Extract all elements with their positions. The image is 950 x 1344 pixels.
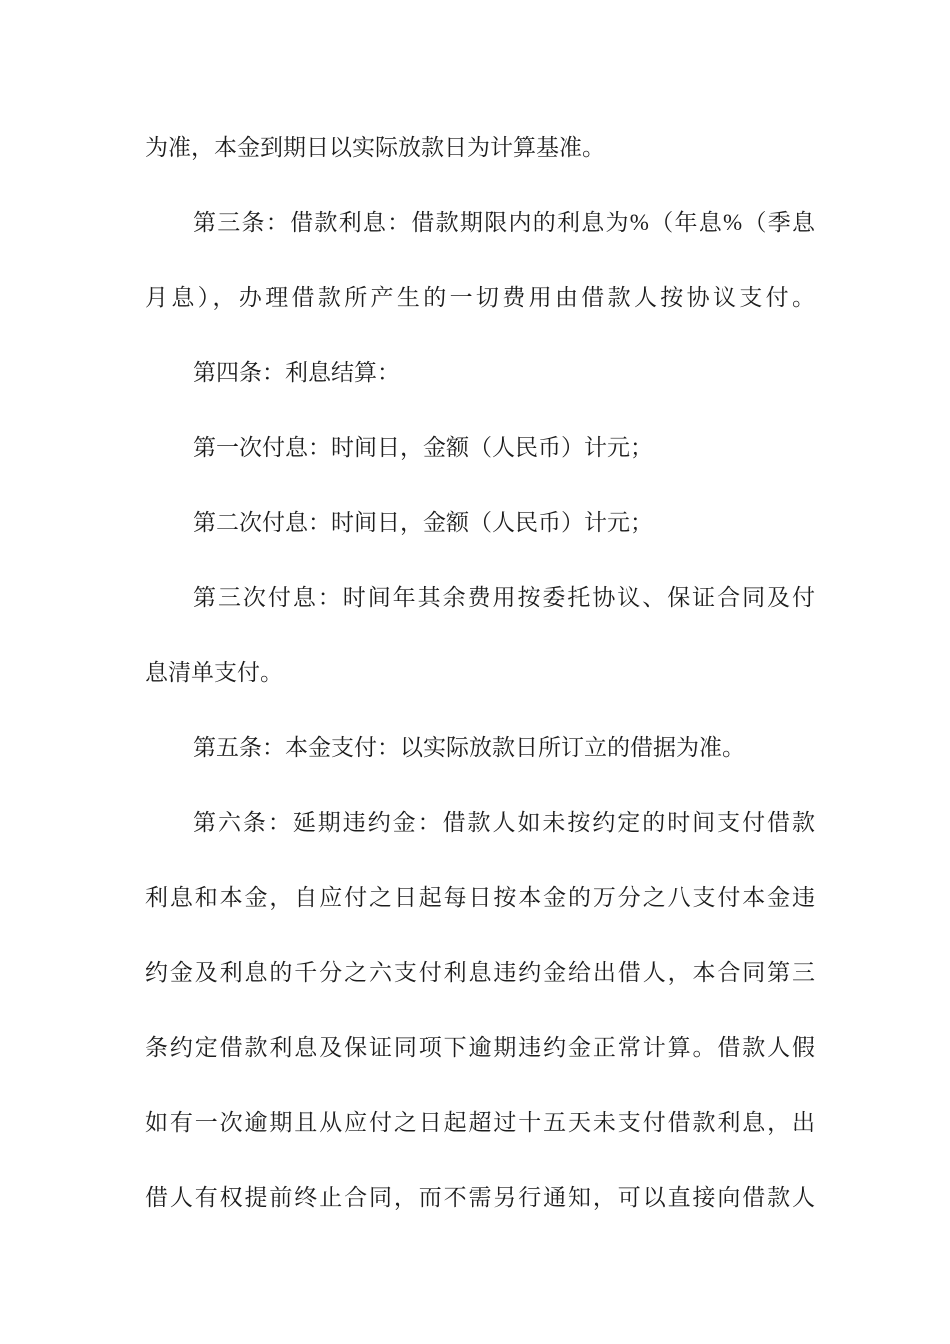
text-line: 第四条：利息结算： — [193, 360, 400, 385]
text-line: 第二次付息：时间日，金额（人民币）计元； — [193, 510, 653, 535]
text-line: 借人有权提前终止合同，而不需另行通知，可以直接向借款人 — [145, 1185, 815, 1210]
text-line: 息清单支付。 — [145, 660, 283, 685]
text-line: 如有一次逾期且从应付之日起超过十五天未支付借款利息，出 — [145, 1110, 815, 1135]
text-line: 第一次付息：时间日，金额（人民币）计元； — [193, 435, 653, 460]
text-line: 月息），办理借款所产生的一切费用由借款人按协议支付。 — [145, 285, 815, 310]
text-line: 第三次付息：时间年其余费用按委托协议、保证合同及付 — [193, 585, 815, 610]
document-body — [145, 110, 815, 1235]
text-line: 第五条：本金支付：以实际放款日所订立的借据为准。 — [193, 735, 745, 760]
text-line: 约金及利息的千分之六支付利息违约金给出借人，本合同第三 — [145, 960, 815, 985]
text-line: 利息和本金，自应付之日起每日按本金的万分之八支付本金违 — [145, 885, 815, 910]
text-line: 第六条：延期违约金：借款人如未按约定的时间支付借款 — [193, 810, 815, 835]
text-line: 条约定借款利息及保证同项下逾期违约金正常计算。借款人假 — [145, 1035, 815, 1060]
text-line: 为准，本金到期日以实际放款日为计算基准。 — [145, 135, 605, 160]
text-line: 第三条：借款利息：借款期限内的利息为%（年息%（季息 — [193, 210, 815, 235]
